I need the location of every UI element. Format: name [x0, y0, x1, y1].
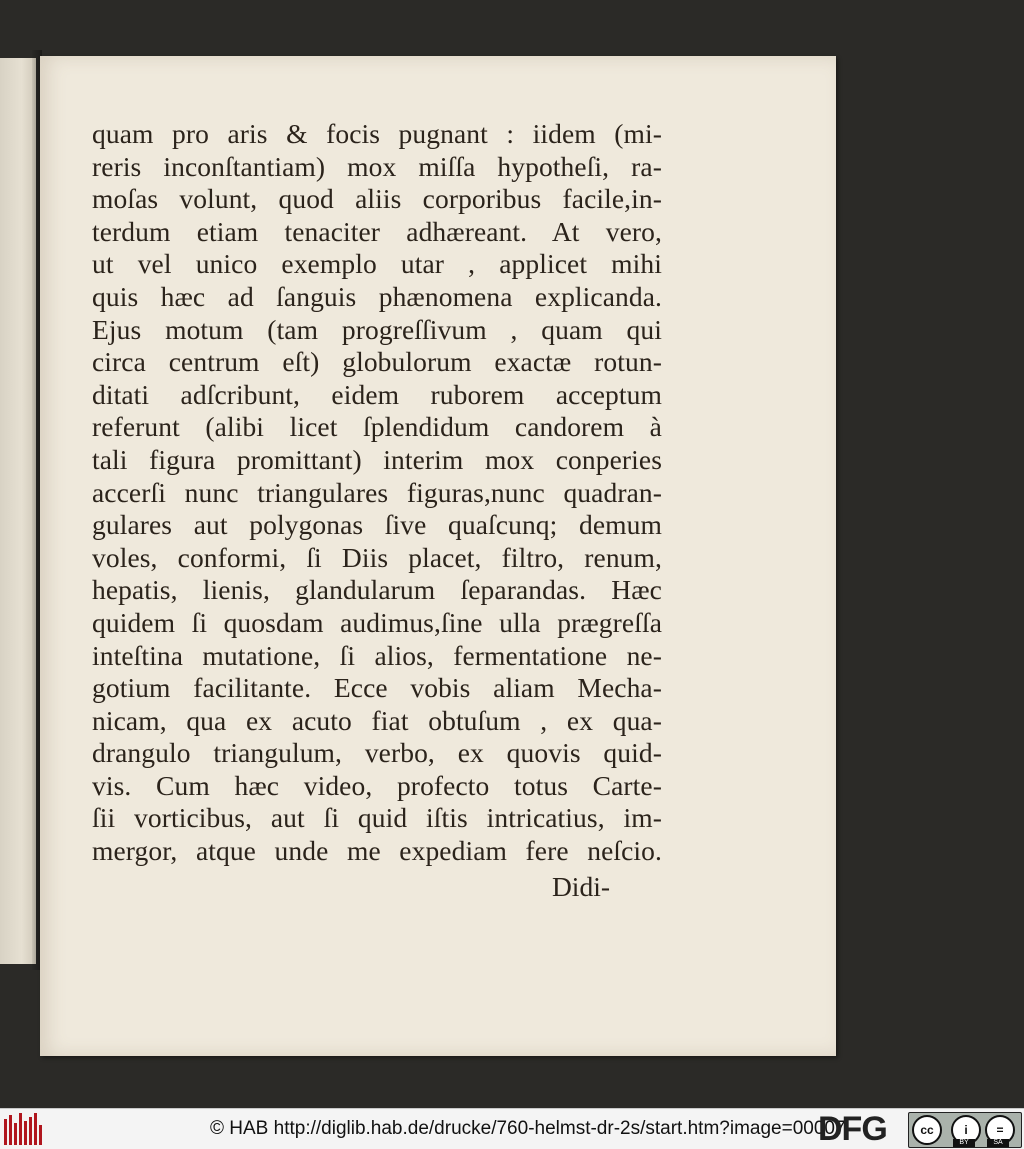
- sa-label: SA: [987, 1139, 1009, 1147]
- text-line: circa centrum eſt) globulorum exactæ rotun-: [92, 346, 662, 378]
- text-line: moſas volunt, quod aliis corporibus facile,in-: [92, 183, 662, 215]
- text-line: reris inconſtantiam) mox miſſa hypotheſi, ra-: [92, 150, 662, 182]
- text-line: drangulo triangulum, verbo, ex quovis quid-: [92, 737, 662, 769]
- text-line: mergor, atque unde me expediam fere neſcio.: [92, 835, 662, 867]
- page-text: [92, 118, 662, 868]
- copyright-link[interactable]: © HAB http://diglib.hab.de/drucke/760-helmst-dr-2s/start.htm?image=00007: [210, 1118, 846, 1139]
- text-line: quam pro aris & focis pugnant : iidem (mi-: [92, 118, 662, 149]
- cc-license-badge[interactable]: [908, 1112, 1022, 1148]
- text-line: quidem ſi quosdam audimus,ſine ulla prægreſſa: [92, 606, 662, 638]
- text-line: nicam, qua ex acuto fiat obtuſum , ex qua-: [92, 704, 662, 736]
- text-line: ſii vorticibus, aut ſi quid iſtis intricatius, im-: [92, 802, 662, 834]
- catchword: Didi-: [551, 871, 610, 902]
- share-alike-icon: =: [985, 1115, 1015, 1145]
- dfg-logo: DFG: [818, 1110, 887, 1148]
- by-label: BY: [953, 1139, 975, 1147]
- book-page: [40, 56, 836, 1056]
- text-line: accerſi nunc triangulares figuras,nunc quadran-: [92, 476, 662, 508]
- text-line: terdum etiam tenaciter adhæreant. At vero,: [92, 215, 662, 247]
- text-line: ut vel unico exemplo utar , applicet mihi: [92, 248, 662, 280]
- left-page-edge: [0, 58, 36, 964]
- viewer-footer: [0, 1108, 1024, 1149]
- text-line: referunt (alibi licet ſplendidum candorem à: [92, 411, 662, 443]
- attribution-icon: i: [951, 1115, 981, 1145]
- cc-icon: cc: [912, 1115, 942, 1145]
- text-line: hepatis, lienis, glandularum ſeparandas. Hæc: [92, 574, 662, 606]
- text-line: Ejus motum (tam progreſſivum , quam qui: [92, 313, 662, 345]
- text-line: voles, conformi, ſi Diis placet, filtro, renum,: [92, 541, 662, 573]
- hab-logo-icon: [4, 1113, 42, 1145]
- text-line: gulares aut polygonas ſive quaſcunq; demum: [92, 509, 662, 541]
- text-line: gotium facilitante. Ecce vobis aliam Mecha-: [92, 672, 662, 704]
- text-line: tali figura promittant) interim mox conperies: [92, 443, 662, 475]
- text-line: inteſtina mutatione, ſi alios, fermentatione ne-: [92, 639, 662, 671]
- text-line: vis. Cum hæc video, profecto totus Carte-: [92, 769, 662, 801]
- text-line: quis hæc ad ſanguis phænomena explicanda.: [92, 280, 662, 312]
- text-line: ditati adſcribunt, eidem ruborem acceptum: [92, 378, 662, 410]
